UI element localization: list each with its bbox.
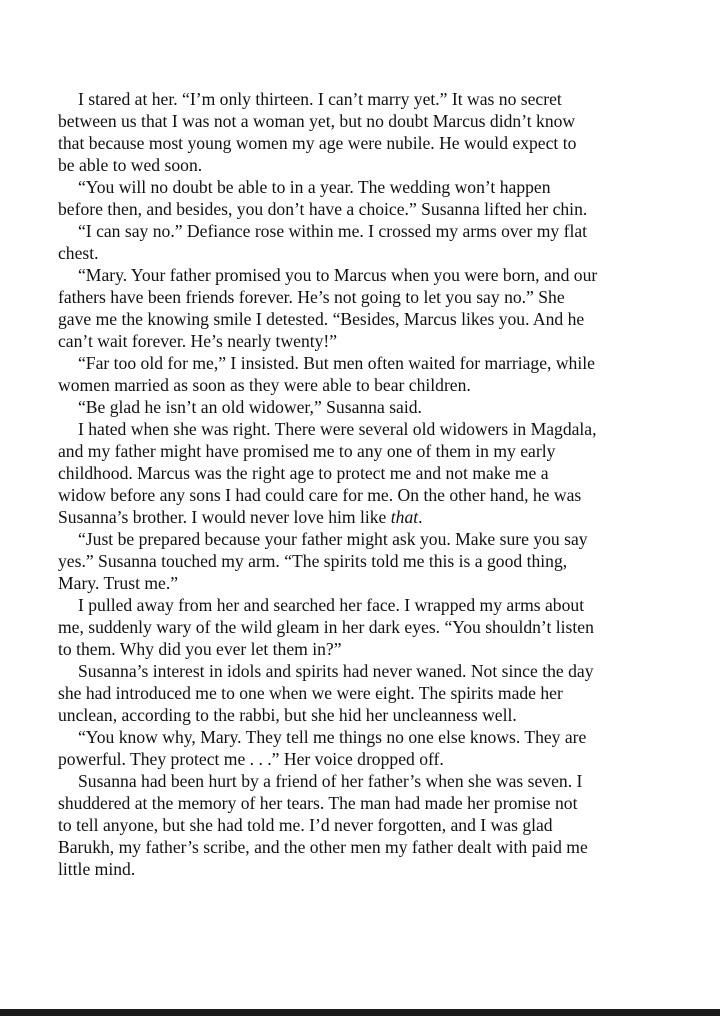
- text-line-end: .: [418, 507, 423, 527]
- italic-word: that: [390, 507, 419, 527]
- text-line-start: Susanna’s brother. I would never love him like: [58, 507, 391, 527]
- text-line: Susanna’s interest in idols and spirits had never waned. Not since the day: [78, 661, 594, 681]
- text-line: unclean, according to the rabbi, but she hid her uncleanness well.: [58, 705, 517, 725]
- text-line: fathers have been friends forever. He’s not going to let you say no.” She: [58, 287, 565, 307]
- bottom-edge-bar: [0, 1009, 720, 1016]
- text-line: be able to wed soon.: [58, 155, 203, 175]
- text-line: “You know why, Mary. They tell me things no one else knows. They are: [78, 727, 587, 747]
- text-line: [58, 506, 650, 528]
- text-line: “I can say no.” Defiance rose within me. I crossed my arms over my flat: [78, 221, 588, 241]
- text-line: gave me the knowing smile I detested. “Besides, Marcus likes you. And he: [58, 309, 585, 329]
- text-line: me, suddenly wary of the wild gleam in her dark eyes. “You shouldn’t listen: [58, 617, 594, 637]
- text-line: I pulled away from her and searched her face. I wrapped my arms about: [78, 595, 585, 615]
- text-line: I stared at her. “I’m only thirteen. I can’t marry yet.” It was no secret: [78, 89, 562, 109]
- text-line: little mind.: [58, 859, 136, 879]
- text-line: that because most young women my age were nubile. He would expect to: [58, 133, 577, 153]
- text-line: “Mary. Your father promised you to Marcus when you were born, and our: [78, 265, 598, 285]
- text-line: women married as soon as they were able to bear children.: [58, 375, 471, 395]
- text-line: to them. Why did you ever let them in?”: [58, 639, 342, 659]
- text-line: Mary. Trust me.”: [58, 573, 179, 593]
- page-text: [58, 88, 650, 880]
- text-line: “Just be prepared because your father might ask you. Make sure you say: [78, 529, 588, 549]
- text-line: “You will no doubt be able to in a year. The wedding won’t happen: [78, 177, 551, 197]
- text-line: “Be glad he isn’t an old widower,” Susanna said.: [78, 397, 422, 417]
- text-line: between us that I was not a woman yet, but no doubt Marcus didn’t know: [58, 111, 576, 131]
- text-line: “Far too old for me,” I insisted. But men often waited for marriage, while: [78, 353, 595, 373]
- text-line: before then, and besides, you don’t have a choice.” Susanna lifted her chin.: [58, 199, 588, 219]
- text-line: chest.: [58, 243, 99, 263]
- text-line: to tell anyone, but she had told me. I’d never forgotten, and I was glad: [58, 815, 553, 835]
- text-line: widow before any sons I had could care for me. On the other hand, he was: [58, 485, 582, 505]
- text-line: Barukh, my father’s scribe, and the other men my father dealt with paid me: [58, 837, 588, 857]
- text-line: shuddered at the memory of her tears. The man had made her promise not: [58, 793, 578, 813]
- text-line: I hated when she was right. There were several old widowers in Magdala,: [78, 419, 597, 439]
- text-line: yes.” Susanna touched my arm. “The spirits told me this is a good thing,: [58, 551, 568, 571]
- text-line: can’t wait forever. He’s nearly twenty!”: [58, 331, 338, 351]
- text-line: she had introduced me to one when we were eight. The spirits made her: [58, 683, 563, 703]
- text-line: Susanna had been hurt by a friend of her father’s when she was seven. I: [78, 771, 583, 791]
- text-line: childhood. Marcus was the right age to protect me and not make me a: [58, 463, 549, 483]
- text-line: and my father might have promised me to any one of them in my early: [58, 441, 556, 461]
- text-line: powerful. They protect me . . .” Her voice dropped off.: [58, 749, 444, 769]
